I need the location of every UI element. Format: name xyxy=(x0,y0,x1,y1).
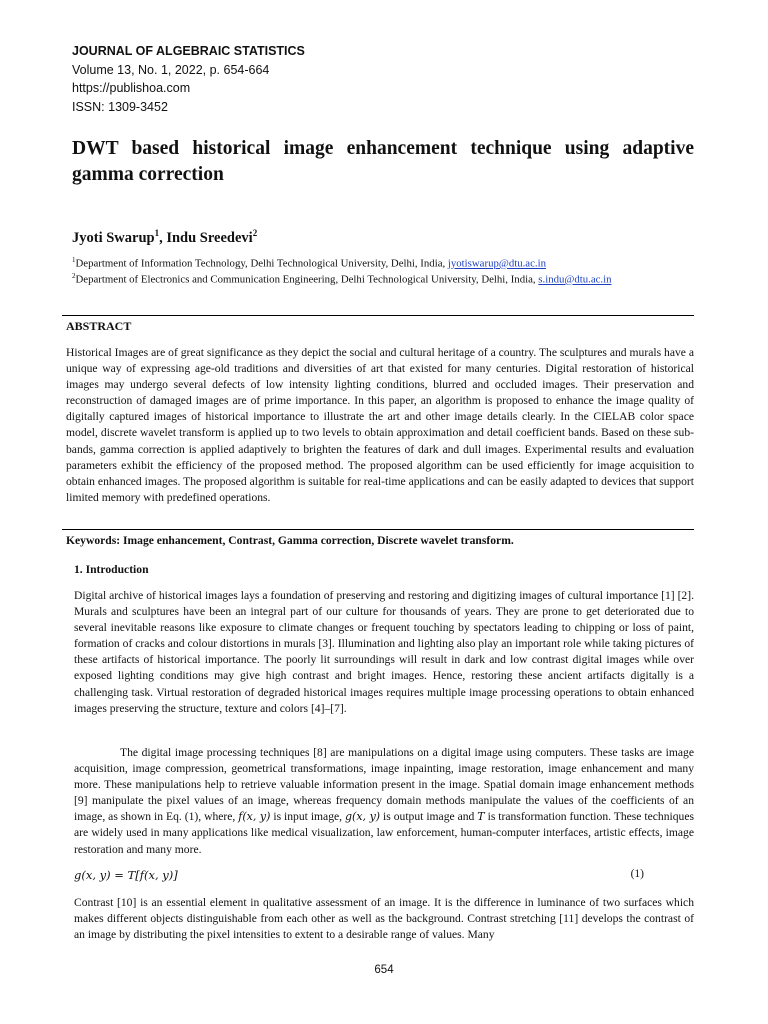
journal-issn: ISSN: 1309-3452 xyxy=(72,99,168,114)
p2-part-b: is input image, xyxy=(270,810,345,824)
equation-1 xyxy=(74,868,644,882)
intro-paragraph-1-text: Digital archive of historical images lays a foundation of preserving and restoring and digitizing images of cultural importance [1] [2]. Murals and sculptures have been an integral part of our culture for thousands of years. They are prone to get deteriorated due to several inevitable reasons like exposure to climate changes or frequent touching by spectators leading to chipping or loss of paint, formation of cracks and colour distortions in murals [3]. Illumination and lighting also play an important role while taking pictures of these artifacts of historical importance. The poorly lit surroundings will result in dark and low contrast digital images while over exposed lighting conditions may give high contrast and bright images. Hence, restoring these ancient artifacts digitally is a challenging task. Virtual restoration of degraded historical images requires multiple image processing operations to obtain enhanced images preserving the structure, texture and colors [4]–[7]. xyxy=(74,589,694,715)
paper-title xyxy=(72,136,694,188)
affiliation-1 xyxy=(72,256,546,270)
abstract-text: Historical Images are of great significance as they depict the social and cultural heritage of a country. The sculptures and murals have a unique way of expressing age-old traditions and diversities of art that existed for many centuries. Digital restoration of historical images may undergo several defects of low intensity lighting conditions, blurred and occluded images. Their preservation and reconstruction of damaged images are of prime importance. In this paper, an algorithm is proposed to enhance the image quality of digitally captured images of historical importance to illustrate the art and other image details clearly. In the CIELAB color space model, discrete wavelet transform is applied up to two levels to obtain approximation and detail coefficient bands. Based on these sub-bands, gamma correction is applied adaptively to brighten the features of dark and dull images. Experimental results and evaluation parameters exhibit the efficiency of the proposed method. The proposed algorithm can be used efficiently for image acquisition to obtain enhanced images. The proposed algorithm is suitable for real-time applications and can be easily adapted to devices that support limited memory with predefined operations. xyxy=(66,346,694,504)
affiliation-2 xyxy=(72,272,612,286)
affiliation-2-email-link[interactable]: s.indu@dtu.ac.in xyxy=(538,273,612,286)
affiliation-2-text: Department of Electronics and Communication Engineering, Delhi Technological University, Delhi, India, xyxy=(75,273,539,286)
affiliation-1-text: Department of Information Technology, Delhi Technological University, Delhi, India, xyxy=(75,257,448,270)
intro-paragraph-2 xyxy=(74,745,694,858)
author-1-affil-mark: 1 xyxy=(154,228,160,238)
math-f-xy: f(x, y) xyxy=(238,810,271,824)
intro-paragraph-1 xyxy=(74,588,694,717)
p2-part-a: The digital image processing techniques [8] are manipulations on a digital image using computers. These tasks are image acquisition, image compression, geometrical transformations, image inpainting, image restoration, image enhancement and many more. These manipulations help to retrieve valuable information present in the image. Spatial domain image enhancement methods [9] manipulate the pixel values of an image, whereas frequency domain methods manipulate the values of the coefficients of an image, as shown in Eq. (1), where, xyxy=(74,746,694,824)
affiliation-1-mark: 1 xyxy=(72,256,76,264)
author-separator: , xyxy=(159,229,167,246)
keywords: Keywords: Image enhancement, Contrast, Gamma correction, Discrete wavelet transform. xyxy=(66,534,514,547)
journal-header xyxy=(72,42,305,116)
intro-paragraph-3-text: Contrast [10] is an essential element in qualitative assessment of an image. It is the difference in luminance of two surfaces which makes different objects distinguishable from each other as well as the background. Contrast stretching [11] develops the contrast of an image by distributing the pixel intensities to extent to a desirable range of values. Many xyxy=(74,896,694,942)
p2-part-c: is output image and xyxy=(380,810,478,824)
abstract-bottom-rule xyxy=(62,529,694,530)
affiliation-1-email-link[interactable]: jyotiswarup@dtu.ac.in xyxy=(447,257,546,270)
intro-paragraph-2-text xyxy=(74,745,694,858)
author-2: Indu Sreedevi xyxy=(166,229,253,246)
title-line-1: DWT based historical image enhancement technique using adaptive xyxy=(72,138,694,159)
page-number: 654 xyxy=(374,964,394,976)
journal-volume: Volume 13, No. 1, 2022, p. 654-664 xyxy=(72,62,270,77)
equation-1-number: (1) xyxy=(630,868,644,880)
abstract-heading: ABSTRACT xyxy=(66,319,132,333)
intro-paragraph-3 xyxy=(74,895,694,943)
journal-name: JOURNAL OF ALGEBRAIC STATISTICS xyxy=(72,44,305,58)
math-g-xy: g(x, y) xyxy=(345,810,381,824)
authors xyxy=(72,228,257,247)
title-line-2: gamma correction xyxy=(72,164,224,185)
author-2-affil-mark: 2 xyxy=(252,228,258,238)
affiliation-2-mark: 2 xyxy=(72,272,76,280)
p2-part-d: is transformation function. These techniques are widely used in many applications like medical visualization, law enforcement, human-computer interfaces, artistic effects, image restoration and many more. xyxy=(74,810,694,856)
journal-url[interactable]: https://publishoa.com xyxy=(72,81,191,95)
section-heading-introduction: 1. Introduction xyxy=(74,563,149,576)
math-T: T xyxy=(477,810,485,824)
abstract-top-rule xyxy=(62,315,694,316)
author-1: Jyoti Swarup xyxy=(72,229,155,246)
equation-1-formula: g(x, y) = T[f(x, y)] xyxy=(74,868,178,882)
